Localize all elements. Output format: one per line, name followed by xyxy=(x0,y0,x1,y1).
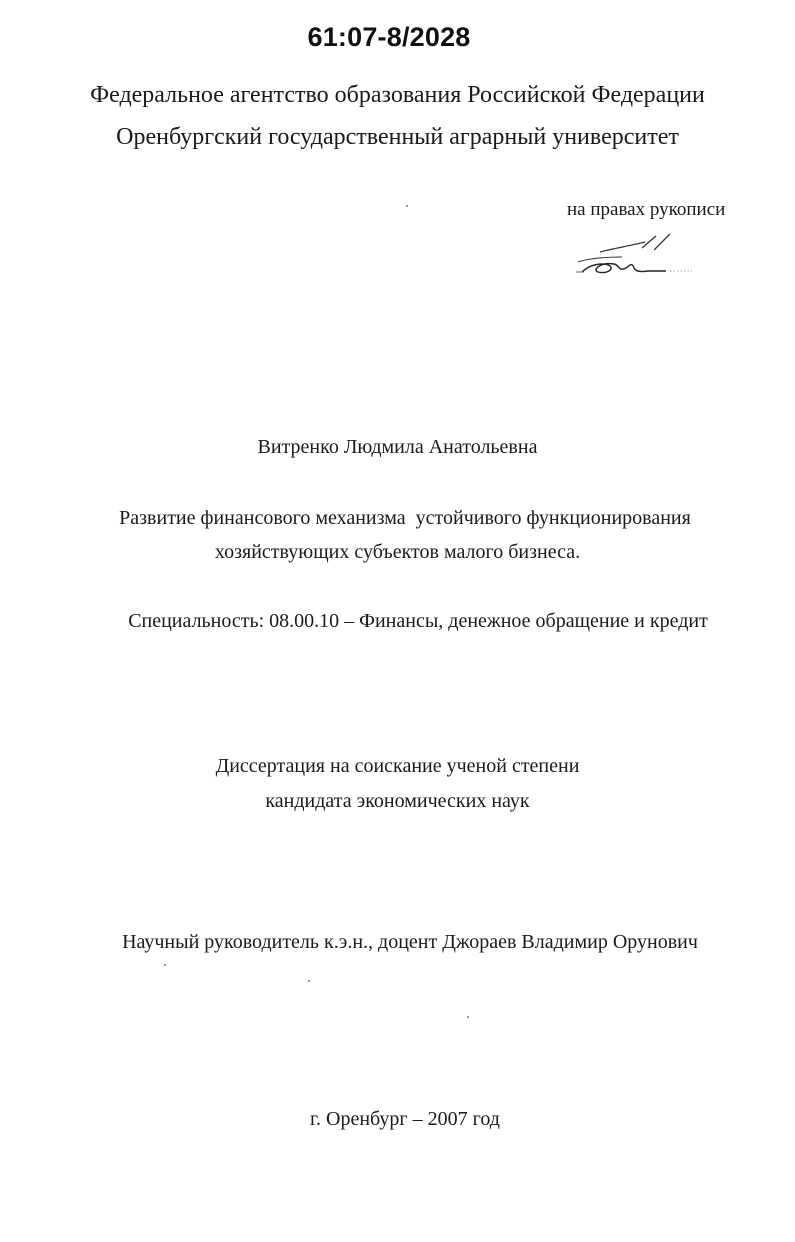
rights-note: на правах рукописи xyxy=(567,199,726,220)
author-name: Витренко Людмила Анатольевна xyxy=(257,436,538,458)
university-name: Оренбургский государственный аграрный университет xyxy=(116,124,679,150)
scan-speck xyxy=(467,1016,469,1018)
dissertation-line-2: кандидата экономических наук xyxy=(265,790,530,812)
scan-speck xyxy=(308,980,310,982)
scan-speck xyxy=(406,205,408,207)
handwritten-signature xyxy=(570,228,695,280)
thesis-title-line-2: хозяйствующих субъектов малого бизнеса. xyxy=(214,541,581,563)
agency-name: Федеральное агентство образования Российской Федерации xyxy=(90,82,705,108)
supervisor-line: Научный руководитель к.э.н., доцент Джораев Владимир Орунович xyxy=(122,931,698,953)
catalog-code: 61:07-8/2028 xyxy=(307,22,471,52)
scan-speck xyxy=(164,964,166,966)
specialty-line: Специальность: 08.00.10 – Финансы, денежное обращение и кредит xyxy=(128,610,708,632)
city-year: г. Оренбург – 2007 год xyxy=(310,1108,500,1130)
thesis-title-line-1: Развитие финансового механизма устойчивого функционирования xyxy=(119,507,691,529)
dissertation-line-1: Диссертация на соискание ученой степени xyxy=(215,755,580,777)
